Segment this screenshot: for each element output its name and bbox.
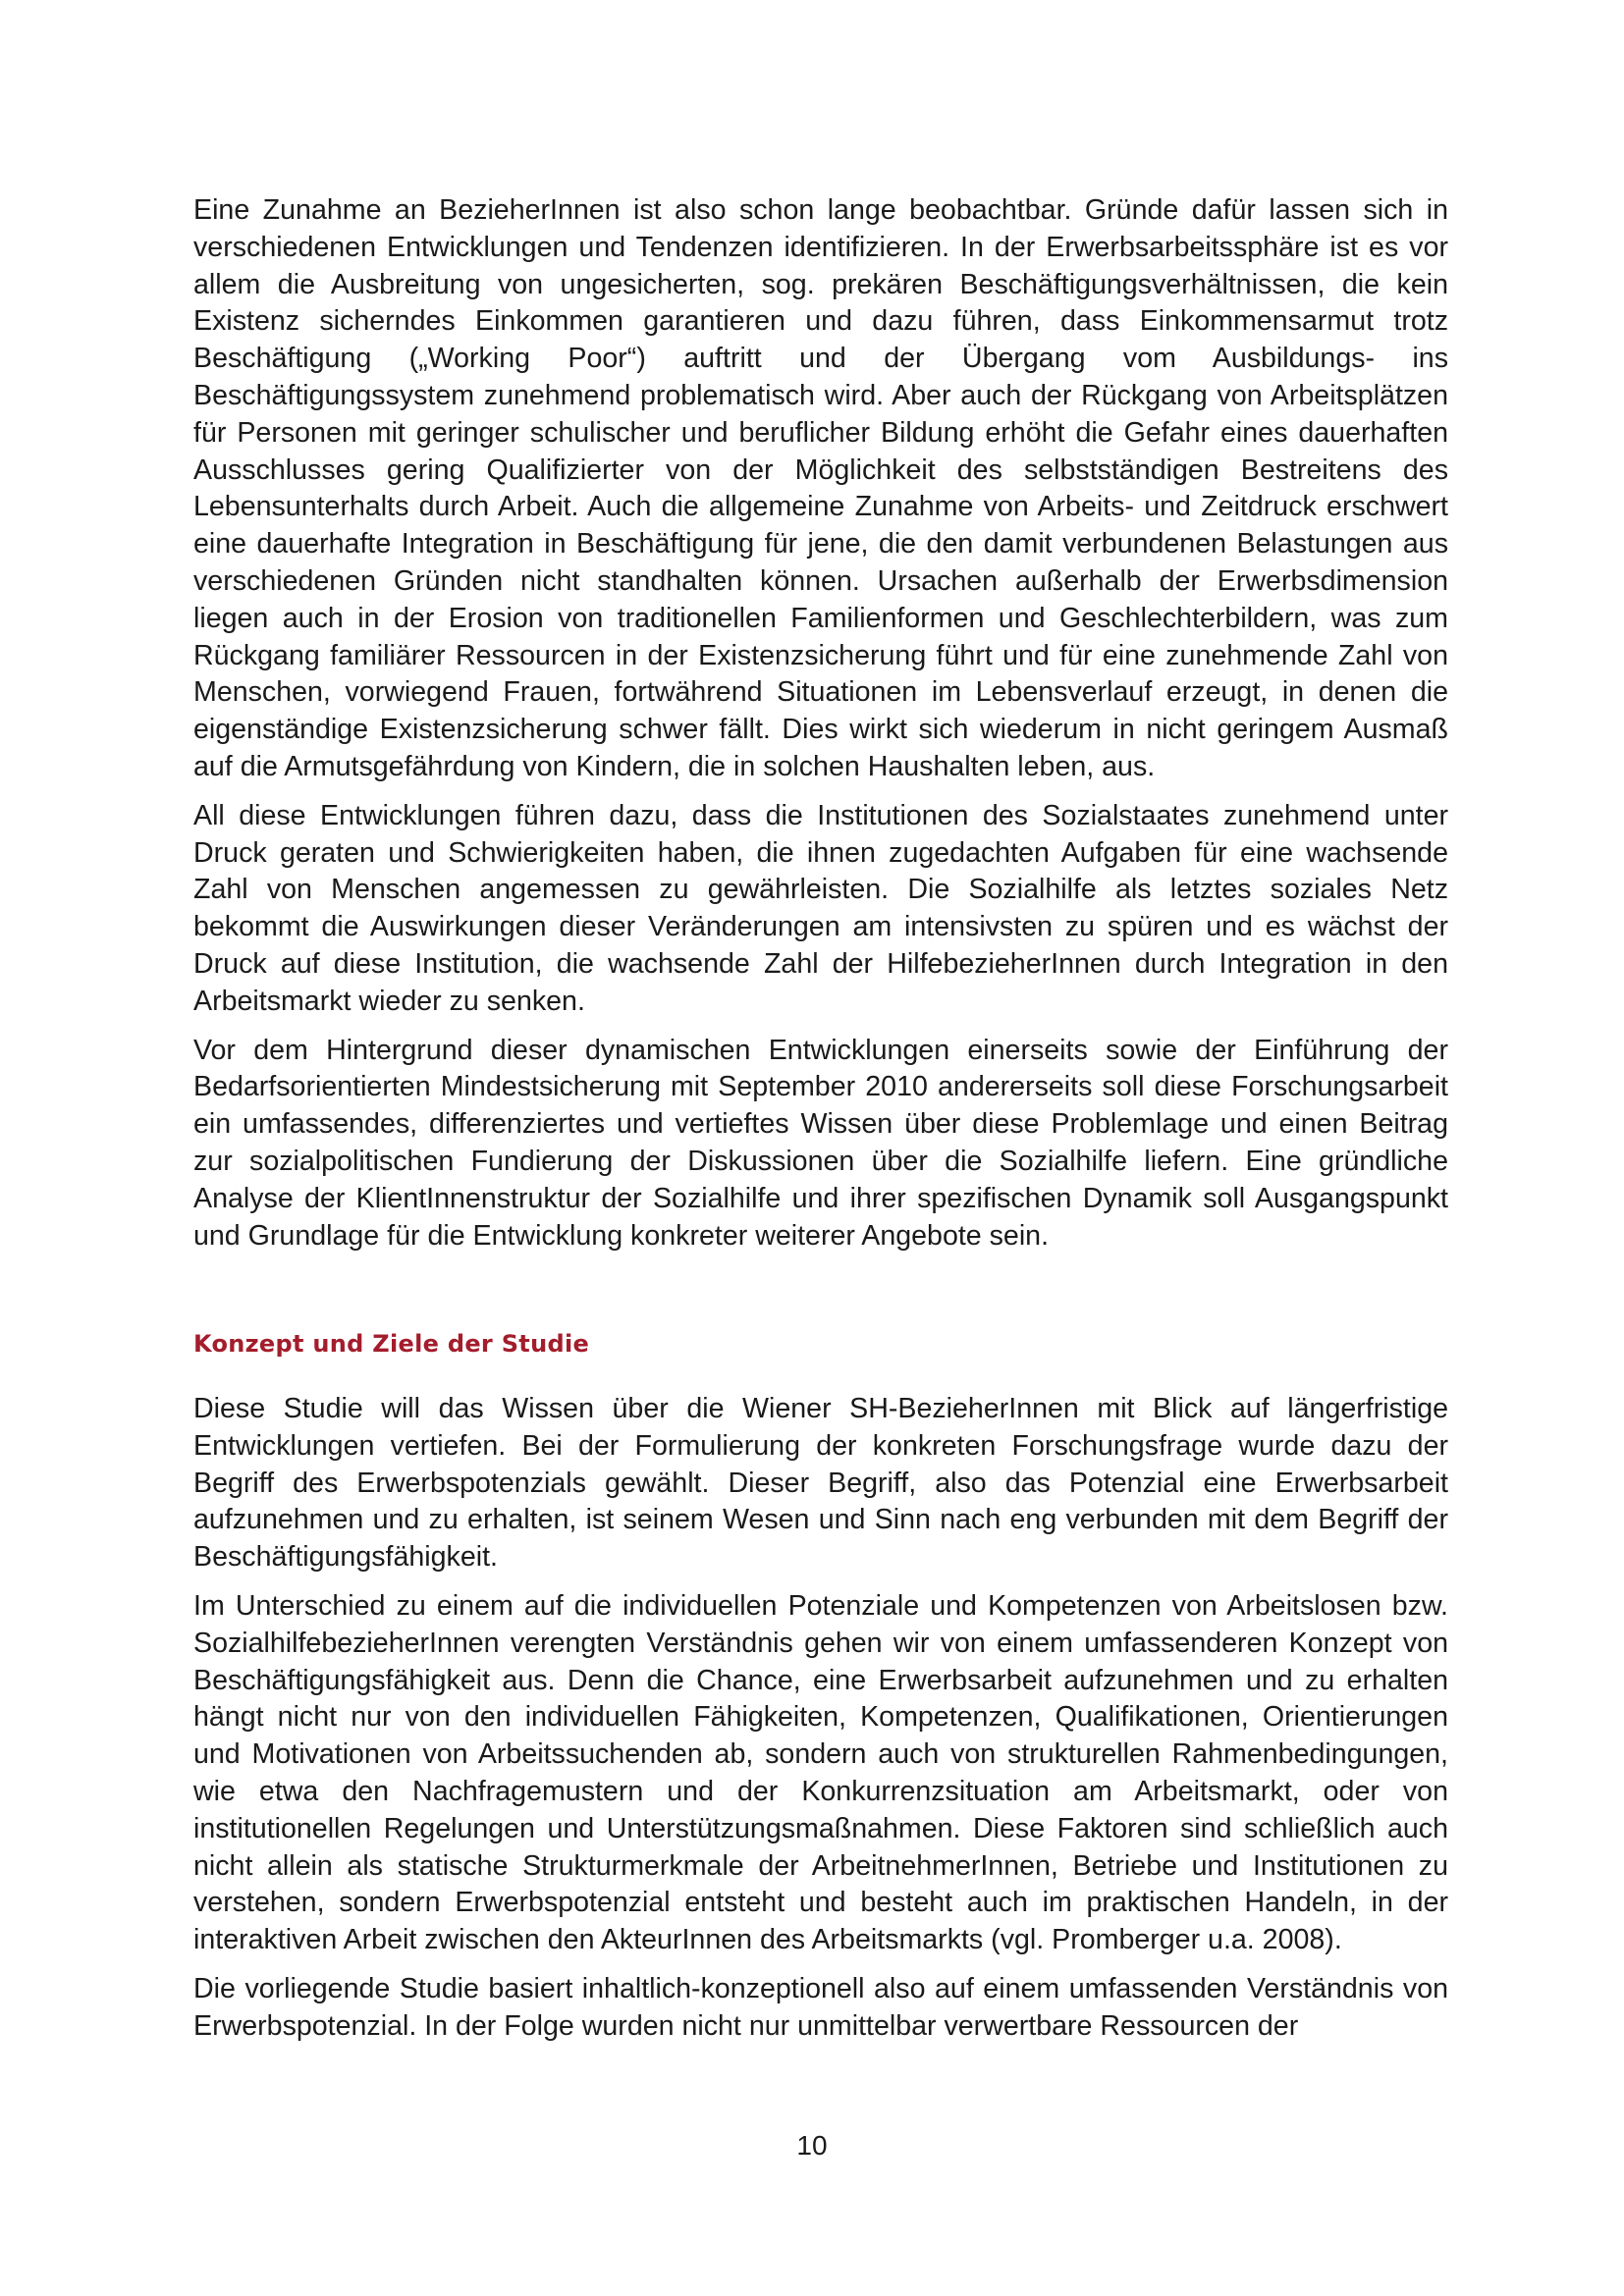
- page-number: 10: [796, 2130, 828, 2161]
- paragraph-6: Die vorliegende Studie basiert inhaltlich-konzeptionell also auf einem umfassenden Verständnis von Erwerbspotenzial. In der Folge wurden nicht nur unmittelbar verwertbare Ressourcen der: [193, 1972, 1448, 2042]
- section-concept: [193, 1391, 1448, 2057]
- paragraph-2: All diese Entwicklungen führen dazu, dass die Institutionen des Sozialstaates zunehmend unter Druck geraten und Schwierigkeiten haben, die ihnen zugedachten Aufgaben für eine wachsende Zahl von Menschen angemessen zu gewährleisten. Die Sozialhilfe als letztes soziales Netz bekommt die Auswirkungen dieser Veränderungen am intensivsten zu spüren und es wächst der Druck auf diese Institution, die wachsende Zahl der HilfebezieherInnen durch Integration in den Arbeitsmarkt wieder zu senken.: [193, 799, 1448, 1017]
- paragraph-3: Vor dem Hintergrund dieser dynamischen Entwicklungen einerseits sowie der Einführung der Bedarfsorientierten Mindestsicherung mit September 2010 andererseits soll diese Forschungsarbeit ein umfassendes, differenziertes und vertieftes Wissen über diese Problemlage und einen Beitrag zur sozialpolitischen Fundierung der Diskussionen über die Sozialhilfe liefern. Eine gründliche Analyse der KlientInnenstruktur der Sozialhilfe und ihrer spezifischen Dynamik soll Ausgangspunkt und Grundlage für die Entwicklung konkreter weiterer Angebote sein.: [193, 1034, 1448, 1252]
- section-intro: [193, 192, 1448, 1266]
- paragraph-5: Im Unterschied zu einem auf die individuellen Potenziale und Kompetenzen von Arbeitslosen bzw. SozialhilfebezieherInnen verengten Verständnis gehen wir von einem umfassenderen Konzept von Beschäftigungsfähigkeit aus. Denn die Chance, eine Erwerbsarbeit aufzunehmen und zu erhalten hängt nicht nur von den individuellen Fähigkeiten, Kompetenzen, Qualifikationen, Orientierungen und Motivationen von Arbeitssuchenden ab, sondern auch von strukturellen Rahmenbedingungen, wie etwa den Nachfragemustern und der Konkurrenzsituation am Arbeitsmarkt, oder von institutionellen Regelungen und Unterstützungsmaßnahmen. Diese Faktoren sind schließlich auch nicht allein als statische Strukturmerkmale der ArbeitnehmerInnen, Betriebe und Institutionen zu verstehen, sondern Erwerbspotenzial entsteht und besteht auch im praktischen Handeln, in der interaktiven Arbeit zwischen den AkteurInnen des Arbeitsmarkts (vgl. Promberger u.a. 2008).: [193, 1589, 1448, 1956]
- paragraph-1: Eine Zunahme an BezieherInnen ist also schon lange beobachtbar. Gründe dafür lassen sich in verschiedenen Entwicklungen und Tendenzen identifizieren. In der Erwerbsarbeitssphäre ist es vor allem die Ausbreitung von ungesicherten, sog. prekären Beschäftigungsverhältnissen, die kein Existenz sicherndes Einkommen garantieren und dazu führen, dass Einkommensarmut trotz Beschäftigung („Working Poor“) auftritt und der Übergang vom Ausbildungs- ins Beschäftigungssystem zunehmend problematisch wird. Aber auch der Rückgang von Arbeitsplätzen für Personen mit geringer schulischer und beruflicher Bildung erhöht die Gefahr eines dauerhaften Ausschlusses gering Qualifizierter von der Möglichkeit des selbstständigen Bestreitens des Lebensunterhalts durch Arbeit. Auch die allgemeine Zunahme von Arbeits- und Zeitdruck erschwert eine dauerhafte Integration in Beschäftigung für jene, die den damit verbundenen Belastungen aus verschiedenen Gründen nicht standhalten können. Ursachen außerhalb der Erwerbsdimension liegen auch in der Erosion von traditionellen Familienformen und Geschlechterbildern, was zum Rückgang familiärer Ressourcen in der Existenzsicherung führt und für eine zunehmende Zahl von Menschen, vorwiegend Frauen, fortwährend Situationen im Lebensverlauf erzeugt, in denen die eigenständige Existenzsicherung schwer fällt. Dies wirkt sich wiederum in nicht geringem Ausmaß auf die Armutsgefährdung von Kindern, die in solchen Haushalten leben, aus.: [193, 194, 1448, 782]
- section-heading: Konzept und Ziele der Studie: [193, 1330, 590, 1358]
- paragraph-4: Diese Studie will das Wissen über die Wiener SH-BezieherInnen mit Blick auf längerfristige Entwicklungen vertiefen. Bei der Formulierung der konkreten Forschungsfrage wurde dazu der Begriff des Erwerbspotenzials gewählt. Dieser Begriff, also das Potenzial eine Erwerbsarbeit aufzunehmen und zu erhalten, ist seinem Wesen und Sinn nach eng verbunden mit dem Begriff der Beschäftigungsfähigkeit.: [193, 1393, 1448, 1574]
